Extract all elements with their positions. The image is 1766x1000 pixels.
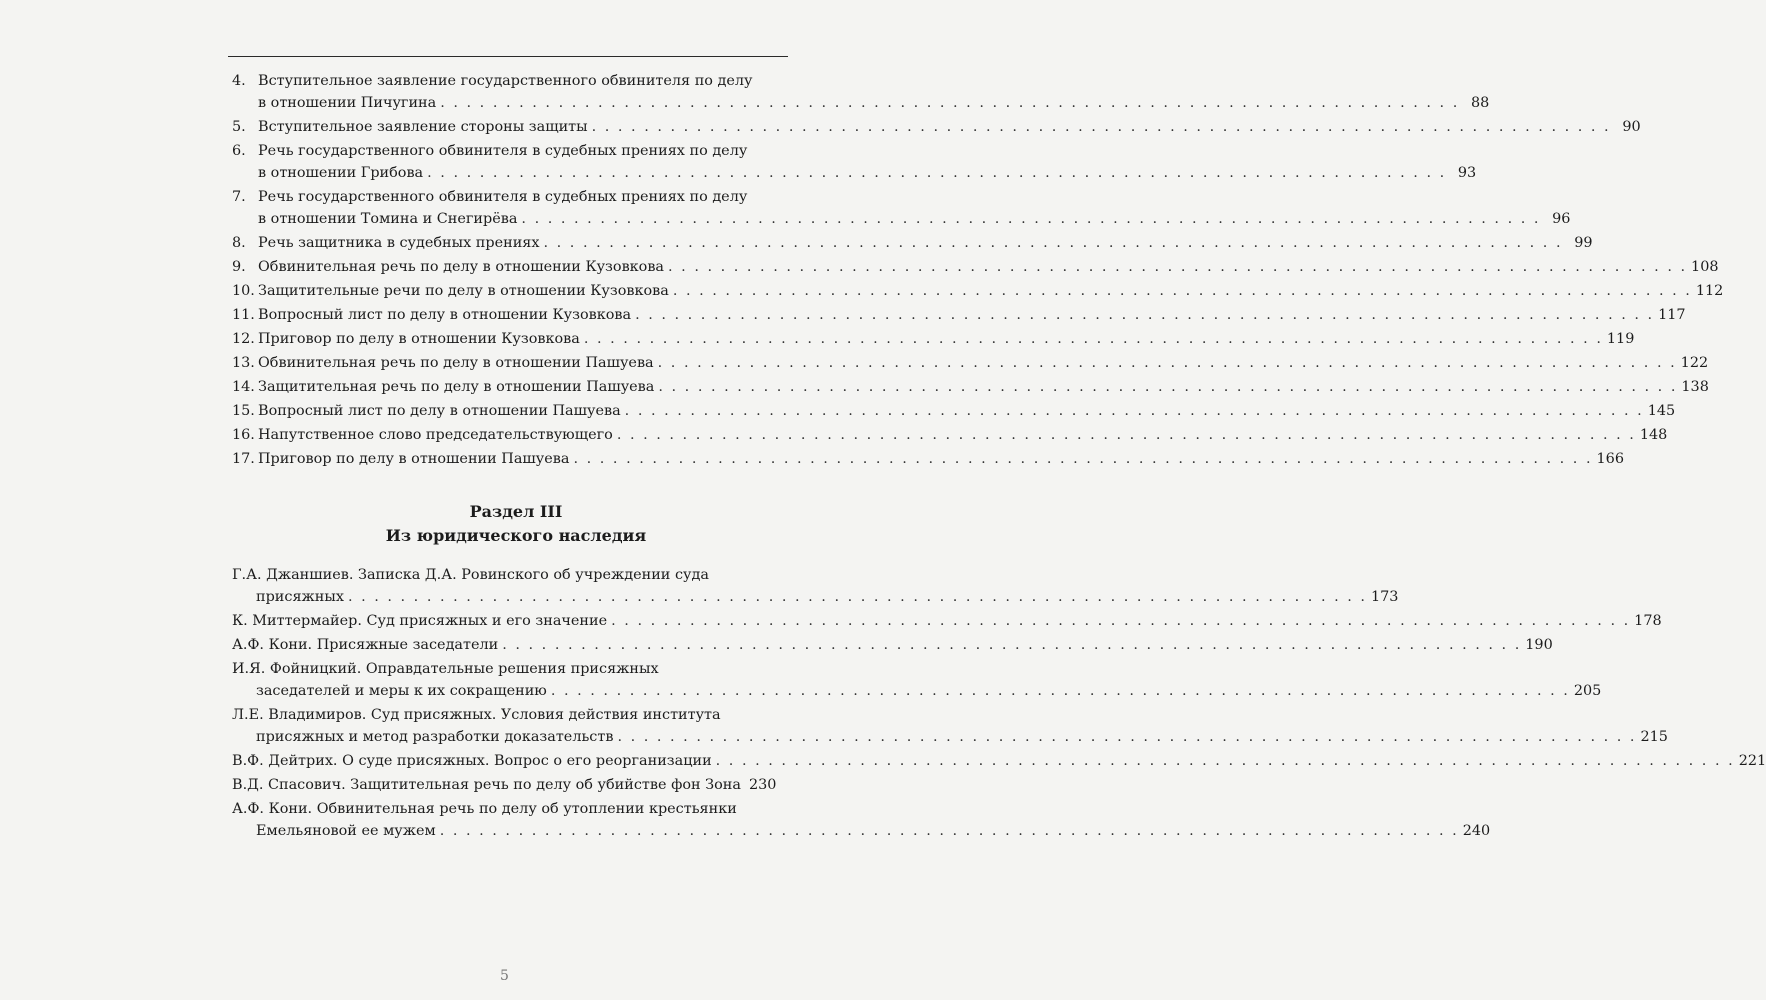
toc-entry-title: Речь защитника в судебных прениях: [258, 235, 540, 251]
toc-entry-title: Приговор по делу в отношении Пашуева: [258, 451, 570, 467]
toc-entry-page: 112: [1695, 283, 1724, 299]
toc-entry-line: [258, 448, 1624, 470]
toc-entry-line: [232, 564, 770, 586]
dot-leader: [544, 232, 1563, 254]
toc-entry-title: Вступительное заявление государственного обвинителя по делу: [258, 73, 753, 89]
toc-entry: [232, 610, 1662, 632]
toc-entry: [232, 564, 1399, 608]
toc-entry-line: [258, 186, 770, 208]
toc-entry-page: 240: [1462, 823, 1491, 839]
toc-entry-body: [232, 400, 1676, 422]
toc-entry-body: [232, 564, 1399, 608]
dot-leader: [584, 328, 1603, 350]
dot-leader: [502, 634, 1521, 656]
toc-entry-body: [232, 352, 1709, 374]
toc-entry-body: [232, 328, 1635, 350]
toc-entry-title: И.Я. Фойницкий. Оправдательные решения присяжных: [232, 661, 659, 677]
toc-entry: [232, 798, 1491, 842]
toc-entry-page: 138: [1681, 379, 1709, 395]
toc-entry-number: 12.: [232, 331, 255, 347]
toc-entry-body: [232, 280, 1724, 302]
toc-entry-number: 13.: [232, 355, 255, 371]
toc-entry: [232, 70, 1490, 114]
toc-entry-title: в отношении Грибова: [258, 165, 424, 181]
toc-entry-line: [232, 610, 1662, 632]
toc-entry-page: 215: [1640, 729, 1668, 745]
toc-entry-line: [258, 208, 1571, 230]
toc-entry-number: 10.: [232, 283, 255, 299]
toc-entry-body: [232, 186, 1571, 230]
toc-entry: [232, 424, 1668, 446]
toc-entry-number: 11.: [232, 307, 255, 323]
toc-entry: [232, 634, 1553, 656]
toc-entry-title: Речь государственного обвинителя в судебных прениях по делу: [258, 189, 748, 205]
toc-entry-body: [232, 658, 1602, 702]
toc-entry-title: Г.А. Джаншиев. Записка Д.А. Ровинского об учреждении суда: [232, 567, 709, 583]
toc-entry-body: [232, 256, 1719, 278]
toc-entry-title: Речь государственного обвинителя в судебных прениях по делу: [258, 143, 748, 159]
toc-entry-body: [232, 140, 1477, 184]
toc-entry: [232, 304, 1686, 326]
dot-leader: [521, 208, 1540, 230]
toc-entry-body: [232, 376, 1709, 398]
toc-entry-title: Приговор по делу в отношении Кузовкова: [258, 331, 580, 347]
toc-entry-line: [232, 820, 1491, 842]
toc-entry-body: [232, 798, 1491, 842]
dot-leader: [440, 92, 1459, 114]
toc-entry-body: [232, 448, 1624, 470]
toc-entry-number: 5.: [232, 119, 246, 135]
dot-leader: [617, 424, 1636, 446]
toc-entry-body: [232, 424, 1668, 446]
toc-entry-line: [258, 304, 1686, 326]
dot-leader: [716, 750, 1735, 772]
toc-entry-page: 230: [748, 777, 777, 793]
toc-entry-title: присяжных и метод разработки доказательств: [256, 729, 614, 745]
toc-entry-title: в отношении Пичугина: [258, 95, 437, 111]
dot-leader: [427, 162, 1446, 184]
toc-entry-body: [232, 116, 1641, 138]
toc-entry-number: 16.: [232, 427, 255, 443]
toc-entry-line: [258, 70, 770, 92]
toc-entry-line: [258, 376, 1709, 398]
toc-entry-number: 4.: [232, 73, 246, 89]
toc-entry-page: 221: [1738, 753, 1766, 769]
toc-entry-page: 99: [1574, 235, 1593, 251]
section-subtitle: Из юридического наследия: [385, 526, 647, 545]
toc-entry-page: 90: [1622, 119, 1641, 135]
toc-entry-title: Защитительная речь по делу в отношении Пашуева: [258, 379, 655, 395]
toc-entry-line: [258, 280, 1724, 302]
toc-entry-number: 6.: [232, 143, 246, 159]
dot-leader: [658, 352, 1677, 374]
toc-entry-title: Л.Е. Владимиров. Суд присяжных. Условия действия института: [232, 707, 721, 723]
toc-entry-title: Напутственное слово председательствующего: [258, 427, 613, 443]
toc-entry-title: Вопросный лист по делу в отношении Пашуева: [258, 403, 621, 419]
toc-entry-line: [232, 750, 1766, 772]
page-number: 5: [500, 968, 509, 984]
toc-entry-title: К. Миттермайер. Суд присяжных и его значение: [232, 613, 608, 629]
header-rule: [228, 56, 788, 57]
toc-entries: [232, 70, 1724, 470]
toc-entry-line: [258, 328, 1635, 350]
table-of-contents: [232, 70, 1766, 844]
toc-entry-title: заседателей и меры к их сокращению: [256, 683, 547, 699]
toc-entry-line: [232, 774, 777, 796]
toc-entry-line: [232, 798, 770, 820]
toc-entry-title: А.Ф. Кони. Обвинительная речь по делу об утоплении крестьянки: [232, 801, 737, 817]
toc-entry-line: [232, 726, 1668, 748]
toc-entry: [232, 658, 1602, 702]
toc-entry: [232, 448, 1624, 470]
toc-entry-number: 7.: [232, 189, 246, 205]
toc-entry-title: А.Ф. Кони. Присяжные заседатели: [232, 637, 499, 653]
toc-entry-title: присяжных: [256, 589, 344, 605]
toc-entry: [232, 256, 1719, 278]
toc-entry-line: [258, 116, 1641, 138]
toc-entry: [232, 750, 1766, 772]
toc-entry-line: [258, 424, 1668, 446]
toc-entry-title: В.Ф. Дейтрих. О суде присяжных. Вопрос о его реорганизации: [232, 753, 712, 769]
toc-entry-title: Защитительные речи по делу в отношении Кузовкова: [258, 283, 669, 299]
toc-entry-number: 15.: [232, 403, 255, 419]
toc-entry-page: 145: [1647, 403, 1676, 419]
toc-entry-number: 17.: [232, 451, 255, 467]
toc-entry-page: 205: [1573, 683, 1602, 699]
toc-entry-line: [258, 400, 1676, 422]
toc-entry-number: 9.: [232, 259, 246, 275]
toc-entry-page: 178: [1634, 613, 1662, 629]
dot-leader: [611, 610, 1630, 632]
toc-entry-line: [232, 658, 770, 680]
dot-leader: [625, 400, 1644, 422]
toc-entry-body: [232, 774, 777, 796]
toc-entry-line: [258, 162, 1477, 184]
toc-entry-page: 119: [1606, 331, 1635, 347]
toc-entry: [232, 328, 1635, 350]
toc-entry-line: [232, 704, 770, 726]
toc-entry-page: 117: [1658, 307, 1686, 323]
toc-entry-body: [232, 610, 1662, 632]
toc-entry-title: в отношении Томина и Снегирёва: [258, 211, 518, 227]
toc-entry-body: [232, 634, 1553, 656]
toc-entry-page: 148: [1639, 427, 1668, 443]
toc-entry-page: 173: [1370, 589, 1399, 605]
toc-entry-number: 8.: [232, 235, 246, 251]
toc-entry-title: Вопросный лист по делу в отношении Кузовкова: [258, 307, 632, 323]
dot-leader: [348, 586, 1367, 608]
toc-entry-page: 122: [1680, 355, 1709, 371]
dot-leader: [551, 680, 1570, 702]
toc-entry-number: 14.: [232, 379, 255, 395]
toc-entry-line: [258, 256, 1719, 278]
toc-entry-body: [232, 750, 1766, 772]
section-heading: [232, 500, 770, 548]
toc-entry-line: [258, 352, 1709, 374]
toc-entry: [232, 140, 1477, 184]
heritage-entries: [232, 564, 1766, 842]
dot-leader: [573, 448, 1592, 470]
dot-leader: [668, 256, 1687, 278]
dot-leader: [592, 116, 1611, 138]
toc-entry: [232, 186, 1571, 230]
toc-entry-page: 166: [1596, 451, 1624, 467]
toc-entry-line: [232, 586, 1399, 608]
toc-entry-body: [232, 304, 1686, 326]
dot-leader: [673, 280, 1692, 302]
dot-leader: [617, 726, 1636, 748]
toc-entry-title: Емельяновой ее мужем: [256, 823, 436, 839]
section-title: Раздел III: [469, 502, 563, 521]
toc-entry-line: [232, 634, 1553, 656]
toc-entry-page: 108: [1691, 259, 1719, 275]
toc-entry: [232, 352, 1709, 374]
toc-entry-page: 88: [1470, 95, 1490, 111]
toc-entry-page: 93: [1457, 165, 1477, 181]
toc-entry-line: [258, 140, 770, 162]
toc-entry-title: Обвинительная речь по делу в отношении Пашуева: [258, 355, 654, 371]
toc-entry-page: 190: [1525, 637, 1553, 653]
dot-leader: [635, 304, 1654, 326]
toc-entry-title: Обвинительная речь по делу в отношении Кузовкова: [258, 259, 665, 275]
toc-entry: [232, 232, 1593, 254]
toc-entry-body: [232, 70, 1490, 114]
toc-entry: [232, 376, 1709, 398]
toc-entry-title: Вступительное заявление стороны защиты: [258, 119, 588, 135]
toc-entry-line: [258, 92, 1490, 114]
toc-entry: [232, 774, 777, 796]
toc-entry-body: [232, 232, 1593, 254]
toc-entry-body: [232, 704, 1668, 748]
toc-entry-line: [258, 232, 1593, 254]
toc-entry: [232, 280, 1724, 302]
toc-entry: [232, 704, 1668, 748]
toc-entry-page: 96: [1552, 211, 1571, 227]
toc-entry: [232, 116, 1641, 138]
toc-entry-title: В.Д. Спасович. Защитительная речь по делу об убийстве фон Зона: [232, 777, 741, 793]
toc-entry-line: [232, 680, 1602, 702]
toc-entry: [232, 400, 1676, 422]
dot-leader: [440, 820, 1459, 842]
dot-leader: [658, 376, 1677, 398]
